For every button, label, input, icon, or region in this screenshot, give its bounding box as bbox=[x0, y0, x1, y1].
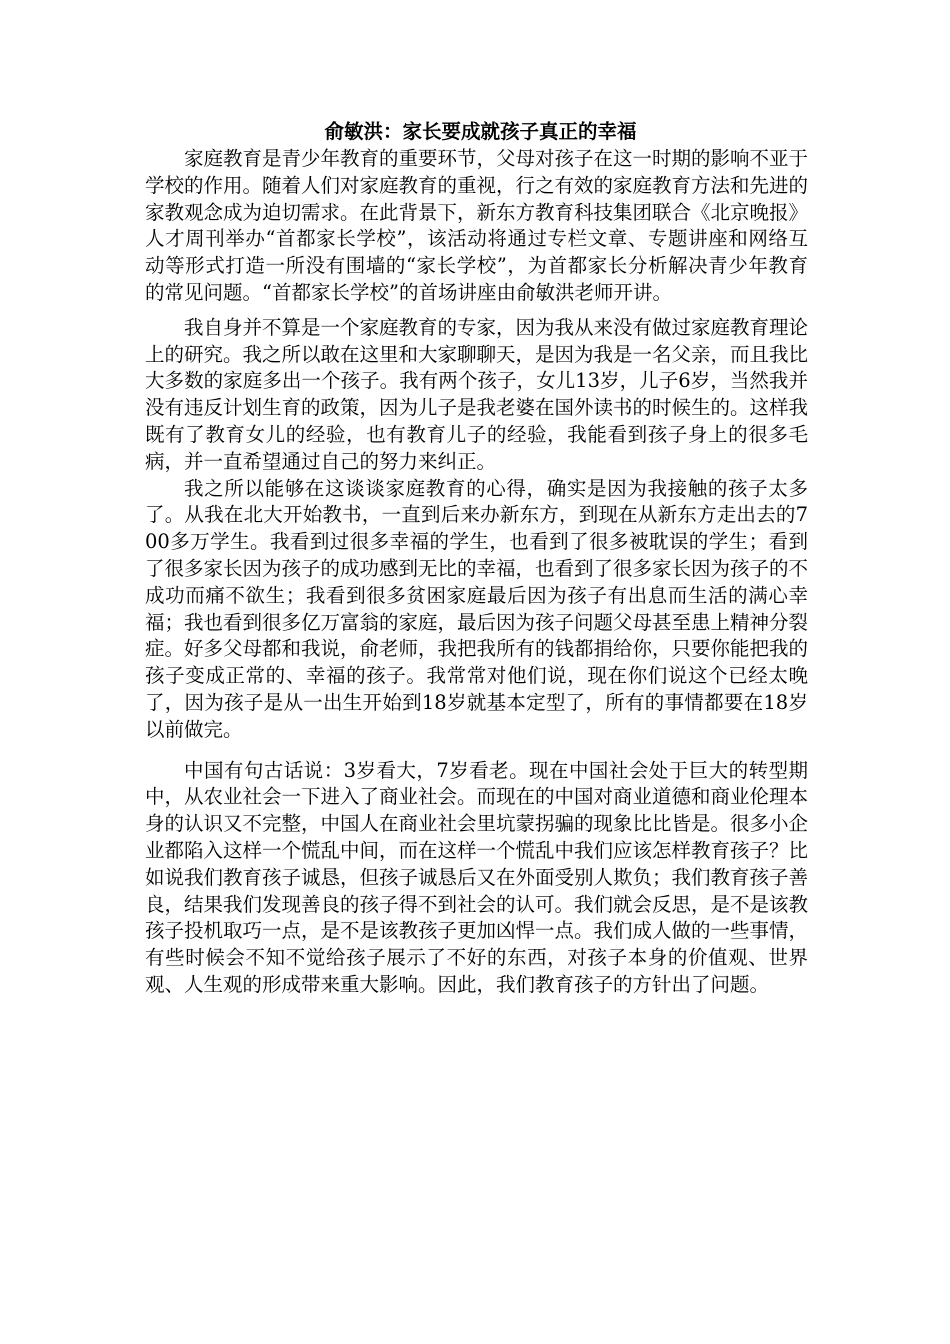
paragraph-self: 我自身并不算是一个家庭教育的专家，因为我从来没有做过家庭教育理论上的研究。我之所以敢在这里和大家聊聊天，是因为我是一名父亲，而且我比大多数的家庭多出一个孩子。我有两个孩子，女儿13岁，儿子6岁，当然我并没有违反计划生育的政策，因为儿子是我老婆在国外读书的时候生的。这样我既有了教育女儿的经验，也有教育儿子的经验，我能看到孩子身上的很多毛病，并一直希望通过自己的努力来纠正。 bbox=[145, 315, 809, 473]
document-title: 俞敏洪：家长要成就孩子真正的幸福 bbox=[324, 120, 637, 143]
document-page bbox=[145, 118, 808, 999]
paragraph-experience: 我之所以能够在这谈谈家庭教育的心得，确实是因为我接触的孩子太多了。从我在北大开始教书，一直到后来办新东方，到现在从新东方走出去的700多万学生。我看到过很多幸福的学生，也看到了很多被耽误的学生；看到了很多家长因为孩子的成功感到无比的幸福，也看到了很多家长因为孩子的不成功而痛不欲生；我看到很多贫困家庭最后因为孩子有出息而生活的满心幸福；我也看到很多亿万富翁的家庭，最后因为孩子问题父母甚至患上精神分裂症。好多父母都和我说，俞老师，我把我所有的钱都捐给你，只要你能把我的孩子变成正常的、幸福的孩子。我常常对他们说，现在你们说这个已经太晚了，因为孩子是从一出生开始到18岁就基本定型了，所有的事情都要在18岁以前做完。 bbox=[145, 476, 809, 741]
paragraph-proverb: 中国有句古话说：3岁看大，7岁看老。现在中国社会处于巨大的转型期中，从农业社会一下进入了商业社会。而现在的中国对商业道德和商业伦理本身的认识又不完整，中国人在商业社会里坑蒙拐骗的现象比比皆是。很多小企业都陷入这样一个慌乱中间，而在这样一个慌乱中我们应该怎样教育孩子？比如说我们教育孩子诚恳，但孩子诚恳后又在外面受别人欺负；我们教育孩子善良，结果我们发现善良的孩子得不到社会的认可。我们就会反思，是不是该教孩子投机取巧一点，是不是该教孩子更加凶悍一点。我们成人做的一些事情，有些时候会不知不觉给孩子展示了不好的东西，对孩子本身的价值观、世界观、人生观的形成带来重大影响。因此，我们教育孩子的方针出了问题。 bbox=[145, 758, 809, 996]
paragraph-intro: 家庭教育是青少年教育的重要环节，父母对孩子在这一时期的影响不亚于学校的作用。随着人们对家庭教育的重视，行之有效的家庭教育方法和先进的家教观念成为迫切需求。在此背景下，新东方教育科技集团联合《北京晚报》人才周刊举办“首都家长学校”，该活动将通过专栏文章、专题讲座和网络互动等形式打造一所没有围墙的“家长学校”，为首都家长分析解决青少年教育的常见问题。“首都家长学校”的首场讲座由俞敏洪老师开讲。 bbox=[145, 147, 809, 304]
